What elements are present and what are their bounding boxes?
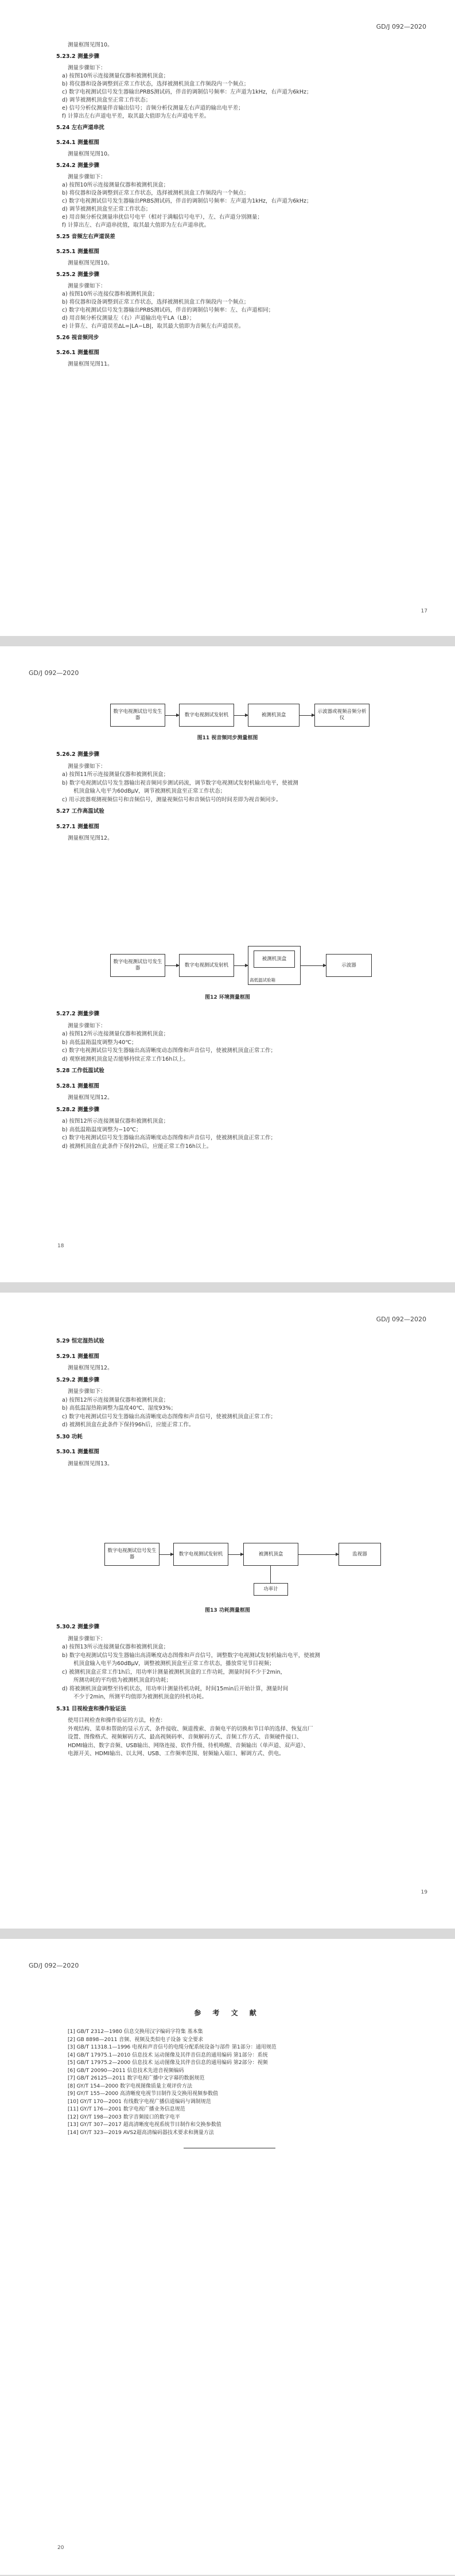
- reference-item: [8] GY/T 154—2000 数字电视图像质量主观评价方法: [68, 2083, 192, 2089]
- text-line: c) 数字电视测试信号发生器输出高清晰度动态图像和声音信号，使被测机顶盒正常工作；: [62, 1048, 276, 1054]
- text-line: 测量框图见图10。: [68, 151, 113, 157]
- section-heading: 5.23.2 测量步骤: [56, 53, 99, 60]
- document-page-19: [0, 1293, 455, 1929]
- text-line: a) 按图12所示连接测量仪器和被测机顶盒；: [62, 1396, 169, 1403]
- reference-item: [6] GB/T 20090—2011 信息技术先进音视频编码: [68, 2067, 184, 2074]
- page-number: 18: [57, 1243, 64, 1249]
- fig11-transmitter-box: 数字电视测试发射机: [179, 704, 234, 727]
- text-line: c) 数字电视测试信号发生器输出高清晰度动态图像和声音信号，使被测机顶盒正常工作；: [62, 1135, 276, 1141]
- fig12-signal-generator-box: 数字电视测试信号发生器: [110, 954, 165, 977]
- text-line: f) 计算出左、右声道串扰值，取其最大值即为左右声道串扰。: [62, 222, 210, 228]
- figure-11-caption: 图11 视音频同步测量框图: [197, 735, 258, 741]
- doc-code-header: GD/J 092—2020: [376, 1316, 426, 1323]
- section-heading: 5.27.2 测量步骤: [56, 1011, 99, 1017]
- figure-12-caption: 图12 环境测量框图: [205, 995, 250, 1000]
- text-line: d) 被测机顶盒在此条件下保持96h后，应能正常工作。: [62, 1422, 195, 1428]
- section-heading: 5.30 功耗: [56, 1433, 83, 1440]
- text-line: d) 将被测机顶盒调整至待机状态，用功率计测量待机功耗，时间15min后开始计算，测量时间: [62, 1685, 289, 1692]
- text-line: 测量框图见图11。: [68, 361, 113, 367]
- text-line: 所测功耗的平均值为被测机顶盒的功耗；: [73, 1677, 172, 1683]
- fig13-signal-generator-box: 数字电视测试信号发生器: [104, 1543, 160, 1566]
- text-line: 测量框图见图12。: [68, 1365, 113, 1371]
- doc-code-header: GD/J 092—2020: [376, 23, 426, 30]
- text-line: 测量步骤如下：: [68, 1388, 106, 1395]
- text-line: a) 按图13所示连接测量仪器和被测机顶盒；: [62, 1644, 169, 1650]
- text-line: c) 数字电视测试信号发生器输出高清晰度动态图像和声音信号，使被测机顶盒正常工作；: [62, 1413, 276, 1420]
- text-line: c) 被测机顶盒正常工作1h后，用功率计测量被测机顶盒的工作功耗，测量时间不少于2min，: [62, 1669, 286, 1675]
- text-line: d) 被测机顶盒在此条件下保持2h后，应能正常工作16h以上。: [62, 1143, 212, 1150]
- fig13-stb-box: 被测机顶盒: [243, 1543, 298, 1566]
- text-line: 测量步骤如下：: [68, 174, 106, 180]
- section-heading: 5.26 视音频同步: [56, 335, 99, 341]
- text-line: a) 按图12所示连接测量仪器和被测机顶盒；: [62, 1118, 169, 1124]
- text-line: 外观结构、菜单和帮助的显示方式、条件接收、频道搜索、音频电平的切换和节目单的选择、恢复出厂: [68, 1725, 313, 1732]
- text-line: 测量步骤如下：: [68, 65, 106, 71]
- text-line: e) 用音频分析仪测量串扰信号电平（相对于满幅信号电平），左、右声道分别测量；: [62, 214, 263, 220]
- text-line: a) 按图10所示连接测量仪器和被测机顶盒；: [62, 182, 169, 188]
- text-line: b) 高低温箱温度调整为−10℃；: [62, 1126, 142, 1133]
- references-title: 参 考 文 献: [194, 2009, 261, 2017]
- fig12-transmitter-box: 数字电视测试发射机: [179, 954, 234, 977]
- text-line: a) 按图10所示连接仪器和被测机顶盒；: [62, 291, 158, 297]
- text-line: c) 数字电视测试信号发生器输出PRBS测试码，伴音的调制信号频率：左声道为1kHz，右声道为6kHz；: [62, 198, 312, 204]
- section-heading: 5.28.2 测量步骤: [56, 1106, 99, 1113]
- page-number: 20: [57, 2545, 64, 2551]
- fig13-monitor-box: 监视器: [339, 1543, 381, 1566]
- text-line: b) 将仪器和设备调整到正常工作状态，选择被测机顶盒工作频段内一个频点；: [62, 299, 250, 305]
- text-line: HDMI输出、数字音频、USB输出、网络连接、软件升级、待机唤醒、音频输出（单声道、双声道）、: [68, 1742, 309, 1749]
- text-line: c) 数字电视测试信号发生器输出PRBS测试码，伴音的调制信号频率：左、右声道相同；: [62, 307, 274, 313]
- section-heading: 5.27 工作高温试验: [56, 808, 104, 814]
- text-line: f) 计算出左右声道电平差，取其最大值即为左右声道电平差。: [62, 113, 210, 119]
- section-heading: 5.31 目视检查和操作验证法: [56, 1705, 126, 1712]
- text-line: 测量步骤如下：: [68, 1635, 106, 1642]
- text-line: 测量步骤如下：: [68, 283, 106, 289]
- section-heading: 5.25.2 测量步骤: [56, 271, 99, 278]
- text-line: b) 数字电视测试信号发生器输出视音频同步测试码流，调节数字电视测试发射机输出电平，使被测: [62, 779, 298, 786]
- section-heading: 5.24 左右声道串扰: [56, 125, 104, 131]
- reference-item: [1] GB/T 2312—1980 信息交换用汉字编码字符集 基本集: [68, 2029, 203, 2035]
- text-line: a) 按图10所示连接测量仪器和被测机顶盒；: [62, 73, 169, 79]
- fig12-stb-box: 被测机顶盒: [254, 951, 295, 968]
- page-number: 19: [421, 1890, 427, 1895]
- reference-item: [12] GY/T 198—2003 数字音频接口的数字电平: [68, 2114, 180, 2120]
- fig12-arrow-3: [301, 965, 326, 966]
- section-heading: 5.25.1 测量框图: [56, 249, 99, 255]
- text-line: 机顶盒输入电平为60dBμV，调节被测机顶盒至正常工作状态；: [73, 788, 226, 794]
- section-heading: 5.30.2 测量步骤: [56, 1624, 99, 1630]
- section-heading: 5.25 音频左右声道误差: [56, 234, 115, 240]
- document-page-20: [0, 1939, 455, 2575]
- text-line: 测量框图见图10。: [68, 260, 113, 266]
- fig12-arrow-2: [234, 965, 248, 966]
- reference-item: [3] GB/T 11318.1—1996 电视和声音信号的电缆分配系统设备与部件 第1部分：通用规范: [68, 2044, 277, 2050]
- fig12-chamber-label: 高低温试验箱: [250, 977, 275, 983]
- section-heading: 5.28 工作低温试验: [56, 1068, 104, 1074]
- text-line: 设置、图像格式、视频解码方式、最高视频码率、音频解码方式、音频工作方式、音频硬件接口、: [68, 1734, 302, 1740]
- section-heading: 5.28.1 测量框图: [56, 1083, 99, 1089]
- text-line: b) 数字电视测试信号发生器输出高清晰度动态图像和声音信号，调整数字电视测试发射机输出电平，使被测: [62, 1652, 320, 1659]
- text-line: d) 调节被测机顶盒至正常工作状态；: [62, 206, 151, 212]
- fig13-connector-line: [270, 1566, 271, 1583]
- section-heading: 5.26.1 测量框图: [56, 350, 99, 356]
- fig11-signal-generator-box: 数字电视测试信号发生器: [110, 704, 165, 727]
- text-line: 测量框图见图12。: [68, 1095, 113, 1101]
- section-heading: 5.29.1 测量框图: [56, 1353, 99, 1360]
- text-line: 机顶盒输入电平为60dBμV，调整被测机顶盒至正常工作状态，播放常见节目视频；: [73, 1661, 275, 1667]
- section-heading: 5.29.2 测量步骤: [56, 1376, 99, 1383]
- text-line: d) 用音频分析仪测量左（右）声道输出电平LA（LB）；: [62, 315, 195, 321]
- text-line: 电源开关、HDMI输出、以太网、USB、工作频率范围、射频输入端口、解调方式、供电。: [68, 1751, 285, 1757]
- fig12-arrow-1: [165, 965, 179, 966]
- doc-code-header: GD/J 092—2020: [29, 669, 79, 677]
- fig13-power-meter-box: 功率计: [254, 1583, 288, 1596]
- text-line: 测量步骤如下：: [68, 763, 106, 770]
- fig11-arrow-2: [234, 715, 248, 716]
- text-line: a) 按图12所示连接测量仪器和被测机顶盒；: [62, 1031, 169, 1037]
- fig11-arrow-1: [165, 715, 179, 716]
- fig13-arrow-2: [228, 1554, 243, 1555]
- figure-13-caption: 图13 功耗测量框图: [205, 1608, 250, 1613]
- section-heading: 5.24.1 测量框图: [56, 139, 99, 146]
- reference-item: [10] GY/T 170—2001 有线数字电视广播信道编码与调制规范: [68, 2098, 211, 2105]
- reference-item: [2] GB 8898—2011 音频、视频及类似电子设备 安全要求: [68, 2036, 204, 2043]
- fig13-arrow-1: [160, 1554, 173, 1555]
- page-number: 17: [421, 608, 427, 614]
- text-line: e) 信号分析仪测量伴音输出信号；音频分析仪测量左右声道的输出电平差；: [62, 105, 244, 111]
- fig11-arrow-3: [300, 715, 314, 716]
- text-line: 使用目视检查和操作验证的方法，检查：: [68, 1717, 166, 1724]
- text-line: a) 按图11所示连接测量仪器和被测机顶盒；: [62, 771, 169, 778]
- text-line: 测量步骤如下：: [68, 1022, 106, 1029]
- section-heading: 5.26.2 测量步骤: [56, 751, 99, 758]
- reference-item: [11] GY/T 176—2001 数字电视广播业务信息规范: [68, 2106, 185, 2112]
- fig11-stb-box: 被测机顶盒: [248, 704, 300, 727]
- reference-item: [9] GY/T 155—2000 高清晰度电视节目制作及交换用视频参数值: [68, 2091, 218, 2097]
- section-heading: 5.29 恒定湿热试验: [56, 1338, 104, 1344]
- text-line: d) 调节被测机顶盒至正常工作状态；: [62, 97, 151, 103]
- fig13-arrow-3: [298, 1554, 339, 1555]
- text-line: e) 计算左、右声道误差ΔL=|LA−LB|，取其最大值即为音频左右声道误差。: [62, 323, 244, 329]
- text-line: 不少于2min，所测平均值即为被测机顶盒的待机功耗。: [73, 1694, 207, 1700]
- section-heading: 5.30.1 测量框图: [56, 1449, 99, 1455]
- text-line: c) 用示波器观测视频信号和音频信号，测量视频信号和音频信号的时间差即为视音频同步。: [62, 796, 282, 803]
- fig11-analyzer-box: 示波器或视频音频分析仪: [314, 704, 370, 727]
- text-line: 测量框图见图10。: [68, 42, 113, 48]
- text-line: 测量框图见图12。: [68, 835, 113, 841]
- text-line: c) 数字电视测试信号发生器输出PRBS测试码，伴音的调制信号频率：左声道为1kHz，右声道为6kHz；: [62, 89, 312, 95]
- reference-item: [7] GB/T 26125—2011 数字电视广播中文字幕的数据规范: [68, 2075, 205, 2081]
- reference-item: [5] GB/T 17975.2—2000 信息技术 运动图像及其伴音信息的通用编码 第2部分：视频: [68, 2060, 268, 2066]
- section-heading: 5.24.2 测量步骤: [56, 162, 99, 169]
- section-heading: 5.27.1 测量框图: [56, 823, 99, 830]
- text-line: 测量框图见图13。: [68, 1460, 113, 1467]
- reference-item: [4] GB/T 17975.1—2010 信息技术 运动图像及其伴音信息的通用编码 第1部分：系统: [68, 2052, 268, 2058]
- document-page-17: [0, 0, 455, 636]
- text-line: b) 将仪器和设备调整到正常工作状态，选择被测机顶盒工作频段内一个频点；: [62, 81, 250, 87]
- text-line: d) 观察被测机顶盒是否能够持续正常工作16h以上。: [62, 1056, 189, 1062]
- text-line: b) 将仪器和设备调整到正常工作状态，选择被测机顶盒工作频段内一个频点；: [62, 190, 250, 196]
- text-line: b) 高低温湿热箱调整为温度40℃、湿度93%；: [62, 1405, 177, 1411]
- reference-item: [14] GY/T 323—2019 AVS2超高清编码器技术要求和测量方法: [68, 2129, 214, 2136]
- doc-code-header: GD/J 092—2020: [29, 1962, 79, 1969]
- fig12-oscilloscope-box: 示波器: [326, 954, 372, 977]
- fig13-transmitter-box: 数字电视测试发射机: [173, 1543, 228, 1566]
- text-line: b) 高低温箱温度调整为40℃；: [62, 1039, 137, 1046]
- document-page-18: [0, 646, 455, 1282]
- reference-item: [13] GY/T 307—2017 超高清晰度电视系统节目制作和交换参数值: [68, 2122, 221, 2128]
